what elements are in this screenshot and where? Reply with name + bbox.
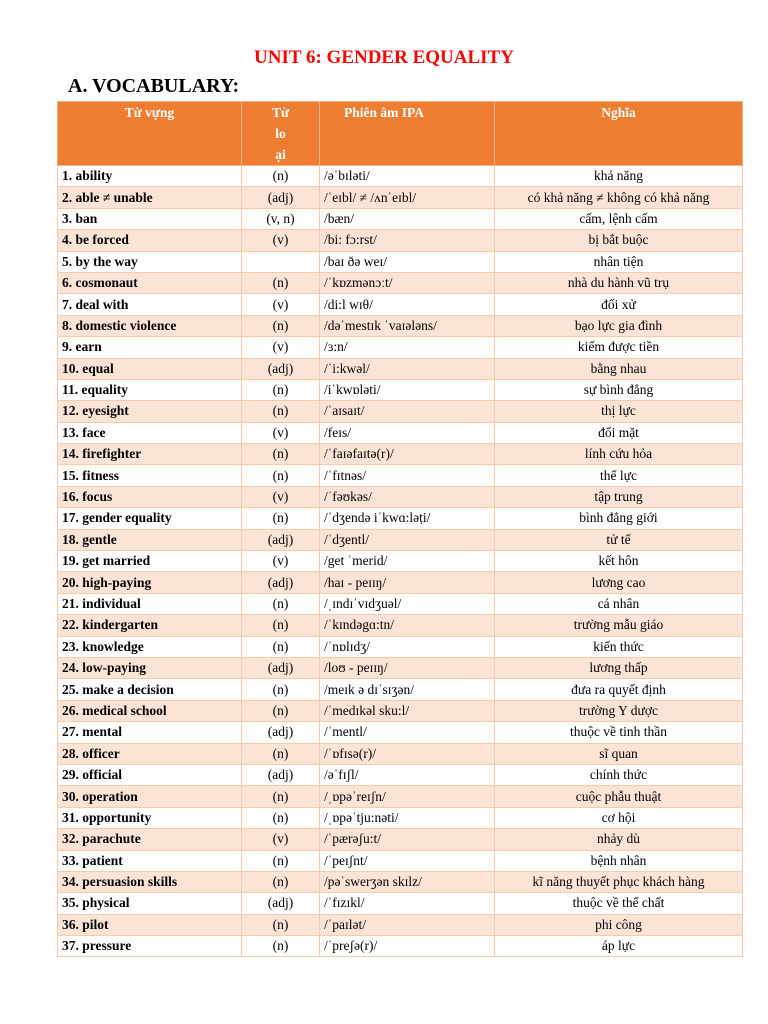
vocab-word: 32. parachute — [58, 829, 242, 850]
vocab-word: 34. persuasion skills — [58, 871, 242, 892]
part-of-speech: (adj) — [242, 893, 320, 914]
meaning: nhà du hành vũ trụ — [495, 272, 743, 293]
header-pos-line1: Từ — [271, 105, 290, 120]
table-row — [58, 936, 743, 957]
part-of-speech: (adj) — [242, 764, 320, 785]
table-row — [58, 636, 743, 657]
vocab-word: 31. opportunity — [58, 807, 242, 828]
meaning: đối xử — [495, 294, 743, 315]
ipa-transcription: /ˌɪndɪˈvɪdʒuəl/ — [320, 593, 495, 614]
ipa-transcription: /loʊ - peɪɪŋ/ — [320, 657, 495, 678]
vocab-word: 37. pressure — [58, 936, 242, 957]
table-row — [58, 444, 743, 465]
meaning: trường Y dược — [495, 700, 743, 721]
part-of-speech: (n) — [242, 914, 320, 935]
meaning: thuộc về thể chất — [495, 893, 743, 914]
part-of-speech: (n) — [242, 166, 320, 187]
vocab-word: 7. deal with — [58, 294, 242, 315]
meaning: phi công — [495, 914, 743, 935]
part-of-speech: (v) — [242, 486, 320, 507]
part-of-speech: (n) — [242, 465, 320, 486]
table-row — [58, 230, 743, 251]
ipa-transcription: /ˈdʒentl/ — [320, 529, 495, 550]
vocab-word: 5. by the way — [58, 251, 242, 272]
table-row — [58, 358, 743, 379]
meaning: khả năng — [495, 166, 743, 187]
vocab-word: 12. eyesight — [58, 401, 242, 422]
ipa-transcription: /get ˈmerid/ — [320, 551, 495, 572]
part-of-speech: (n) — [242, 636, 320, 657]
meaning: tập trung — [495, 486, 743, 507]
part-of-speech: (n) — [242, 871, 320, 892]
meaning: bệnh nhân — [495, 850, 743, 871]
ipa-transcription: /ˈkɪndəgɑ:tn/ — [320, 615, 495, 636]
vocab-word: 27. mental — [58, 722, 242, 743]
table-row — [58, 850, 743, 871]
meaning: thể lực — [495, 465, 743, 486]
meaning: kết hôn — [495, 551, 743, 572]
ipa-transcription: /di:l wɪθ/ — [320, 294, 495, 315]
vocab-word: 10. equal — [58, 358, 242, 379]
vocab-word: 8. domestic violence — [58, 315, 242, 336]
part-of-speech: (n) — [242, 401, 320, 422]
vocab-word: 25. make a decision — [58, 679, 242, 700]
vocab-word: 23. knowledge — [58, 636, 242, 657]
meaning: nhảy dù — [495, 829, 743, 850]
meaning: cuộc phẫu thuật — [495, 786, 743, 807]
ipa-transcription: /ˈnɒlɪdʒ/ — [320, 636, 495, 657]
part-of-speech: (v) — [242, 230, 320, 251]
meaning: thị lực — [495, 401, 743, 422]
header-meaning: Nghĩa — [495, 102, 743, 166]
table-row — [58, 187, 743, 208]
table-row — [58, 166, 743, 187]
ipa-transcription: /ˈmedɪkəl sku:l/ — [320, 700, 495, 721]
part-of-speech: (n) — [242, 272, 320, 293]
vocab-word: 33. patient — [58, 850, 242, 871]
meaning: kiếm được tiền — [495, 337, 743, 358]
vocab-word: 4. be forced — [58, 230, 242, 251]
ipa-transcription: /pəˈswerʒən skɪlz/ — [320, 871, 495, 892]
part-of-speech: (v) — [242, 294, 320, 315]
part-of-speech: (n) — [242, 679, 320, 700]
table-row — [58, 551, 743, 572]
ipa-transcription: /dəˈmestɪk ˈvaɪələns/ — [320, 315, 495, 336]
ipa-transcription: /ˈkɒzmənɔːt/ — [320, 272, 495, 293]
table-row — [58, 679, 743, 700]
ipa-transcription: /ˈpærəʃu:t/ — [320, 829, 495, 850]
header-word: Từ vựng — [58, 102, 242, 166]
meaning: đối mặt — [495, 422, 743, 443]
ipa-transcription: /bi: fɔ:rst/ — [320, 230, 495, 251]
ipa-transcription: /ˈfəʊkəs/ — [320, 486, 495, 507]
vocabulary-table — [57, 101, 743, 957]
vocab-word: 18. gentle — [58, 529, 242, 550]
meaning: nhân tiện — [495, 251, 743, 272]
vocab-word: 13. face — [58, 422, 242, 443]
vocab-word: 22. kindergarten — [58, 615, 242, 636]
meaning: đưa ra quyết định — [495, 679, 743, 700]
vocab-word: 1. ability — [58, 166, 242, 187]
part-of-speech: (v) — [242, 337, 320, 358]
ipa-transcription: /ˈmentl/ — [320, 722, 495, 743]
table-row — [58, 251, 743, 272]
vocab-word: 36. pilot — [58, 914, 242, 935]
table-row — [58, 508, 743, 529]
table-row — [58, 807, 743, 828]
ipa-transcription: /ˈaɪsaɪt/ — [320, 401, 495, 422]
part-of-speech: (v, n) — [242, 208, 320, 229]
table-row — [58, 786, 743, 807]
table-header-row — [58, 102, 743, 166]
part-of-speech: (n) — [242, 807, 320, 828]
part-of-speech: (n) — [242, 786, 320, 807]
meaning: thuộc về tinh thần — [495, 722, 743, 743]
ipa-transcription: /ˈpreʃə(r)/ — [320, 936, 495, 957]
ipa-transcription: /ˈfaɪəfaɪtə(r)/ — [320, 444, 495, 465]
ipa-transcription: /əˈfɪʃl/ — [320, 764, 495, 785]
part-of-speech: (adj) — [242, 187, 320, 208]
vocab-word: 24. low-paying — [58, 657, 242, 678]
part-of-speech: (n) — [242, 379, 320, 400]
ipa-transcription: /ˈpeɪʃnt/ — [320, 850, 495, 871]
meaning: cơ hội — [495, 807, 743, 828]
meaning: kĩ năng thuyết phục khách hàng — [495, 871, 743, 892]
table-row — [58, 208, 743, 229]
vocab-word: 6. cosmonaut — [58, 272, 242, 293]
meaning: kiến thức — [495, 636, 743, 657]
ipa-transcription: /ˈfɪzɪkl/ — [320, 893, 495, 914]
part-of-speech: (n) — [242, 936, 320, 957]
part-of-speech: (v) — [242, 422, 320, 443]
header-ipa: Phiên âm IPA — [320, 102, 495, 166]
table-row — [58, 422, 743, 443]
vocab-word: 30. operation — [58, 786, 242, 807]
meaning: cấm, lệnh cấm — [495, 208, 743, 229]
meaning: bằng nhau — [495, 358, 743, 379]
meaning: sự bình đẳng — [495, 379, 743, 400]
meaning: chính thức — [495, 764, 743, 785]
part-of-speech — [242, 251, 320, 272]
table-row — [58, 743, 743, 764]
table-row — [58, 893, 743, 914]
vocab-word: 35. physical — [58, 893, 242, 914]
table-row — [58, 465, 743, 486]
header-pos-line3: ại — [275, 147, 286, 162]
meaning: bạo lực gia đình — [495, 315, 743, 336]
table-row — [58, 871, 743, 892]
part-of-speech: (adj) — [242, 358, 320, 379]
part-of-speech: (n) — [242, 615, 320, 636]
section-heading: A. VOCABULARY: — [68, 75, 240, 97]
table-row — [58, 615, 743, 636]
part-of-speech: (n) — [242, 700, 320, 721]
table-row — [58, 486, 743, 507]
part-of-speech: (v) — [242, 829, 320, 850]
page-title: UNIT 6: GENDER EQUALITY — [254, 47, 514, 68]
ipa-transcription: /haɪ - peɪɪŋ/ — [320, 572, 495, 593]
ipa-transcription: /ˈeɪbl/ ≠ /ʌnˈeɪbl/ — [320, 187, 495, 208]
table-row — [58, 700, 743, 721]
vocab-word: 14. firefighter — [58, 444, 242, 465]
part-of-speech: (n) — [242, 593, 320, 614]
table-row — [58, 829, 743, 850]
part-of-speech: (n) — [242, 444, 320, 465]
vocab-word: 2. able ≠ unable — [58, 187, 242, 208]
ipa-transcription: /baɪ ðə weɪ/ — [320, 251, 495, 272]
vocab-word: 17. gender equality — [58, 508, 242, 529]
part-of-speech: (n) — [242, 315, 320, 336]
table-row — [58, 272, 743, 293]
table-row — [58, 657, 743, 678]
meaning: tử tế — [495, 529, 743, 550]
vocab-word: 11. equality — [58, 379, 242, 400]
vocab-word: 29. official — [58, 764, 242, 785]
part-of-speech: (adj) — [242, 572, 320, 593]
meaning: áp lực — [495, 936, 743, 957]
header-pos — [242, 102, 320, 166]
table-row — [58, 764, 743, 785]
ipa-transcription: /feɪs/ — [320, 422, 495, 443]
ipa-transcription: /ɜ:n/ — [320, 337, 495, 358]
meaning: bị bắt buộc — [495, 230, 743, 251]
vocab-word: 20. high-paying — [58, 572, 242, 593]
meaning: lương cao — [495, 572, 743, 593]
ipa-transcription: /ˈfɪtnəs/ — [320, 465, 495, 486]
ipa-transcription: /bæn/ — [320, 208, 495, 229]
table-row — [58, 315, 743, 336]
table-row — [58, 529, 743, 550]
ipa-transcription: /ˈdʒendə iˈkwɑ:ləṭi/ — [320, 508, 495, 529]
meaning: sĩ quan — [495, 743, 743, 764]
vocab-word: 15. fitness — [58, 465, 242, 486]
header-pos-line2: lo — [275, 126, 286, 141]
part-of-speech: (n) — [242, 508, 320, 529]
part-of-speech: (adj) — [242, 529, 320, 550]
part-of-speech: (n) — [242, 743, 320, 764]
ipa-transcription: /ˈɒfɪsə(r)/ — [320, 743, 495, 764]
table-row — [58, 914, 743, 935]
table-row — [58, 722, 743, 743]
meaning: có khả năng ≠ không có khả năng — [495, 187, 743, 208]
part-of-speech: (adj) — [242, 722, 320, 743]
table-row — [58, 337, 743, 358]
vocab-word: 16. focus — [58, 486, 242, 507]
meaning: bình đẳng giới — [495, 508, 743, 529]
vocab-word: 28. officer — [58, 743, 242, 764]
part-of-speech: (v) — [242, 551, 320, 572]
table-row — [58, 572, 743, 593]
ipa-transcription: /iˈkwɒləti/ — [320, 379, 495, 400]
ipa-transcription: /ˌɒpəˈreɪʃn/ — [320, 786, 495, 807]
table-row — [58, 401, 743, 422]
table-row — [58, 379, 743, 400]
ipa-transcription: /əˈbɪləti/ — [320, 166, 495, 187]
table-body — [58, 166, 743, 957]
table-row — [58, 294, 743, 315]
vocab-word: 21. individual — [58, 593, 242, 614]
meaning: cá nhân — [495, 593, 743, 614]
ipa-transcription: /ˈpaɪlət/ — [320, 914, 495, 935]
part-of-speech: (adj) — [242, 657, 320, 678]
meaning: lính cứu hỏa — [495, 444, 743, 465]
vocab-word: 9. earn — [58, 337, 242, 358]
table-row — [58, 593, 743, 614]
ipa-transcription: /ˈi:kwəl/ — [320, 358, 495, 379]
meaning: lương thấp — [495, 657, 743, 678]
ipa-transcription: /ˌɒpəˈtju:nəti/ — [320, 807, 495, 828]
meaning: trường mẫu giáo — [495, 615, 743, 636]
ipa-transcription: /meɪk ə dɪˈsɪʒən/ — [320, 679, 495, 700]
part-of-speech: (n) — [242, 850, 320, 871]
vocab-word: 19. get married — [58, 551, 242, 572]
vocab-word: 26. medical school — [58, 700, 242, 721]
vocab-word: 3. ban — [58, 208, 242, 229]
